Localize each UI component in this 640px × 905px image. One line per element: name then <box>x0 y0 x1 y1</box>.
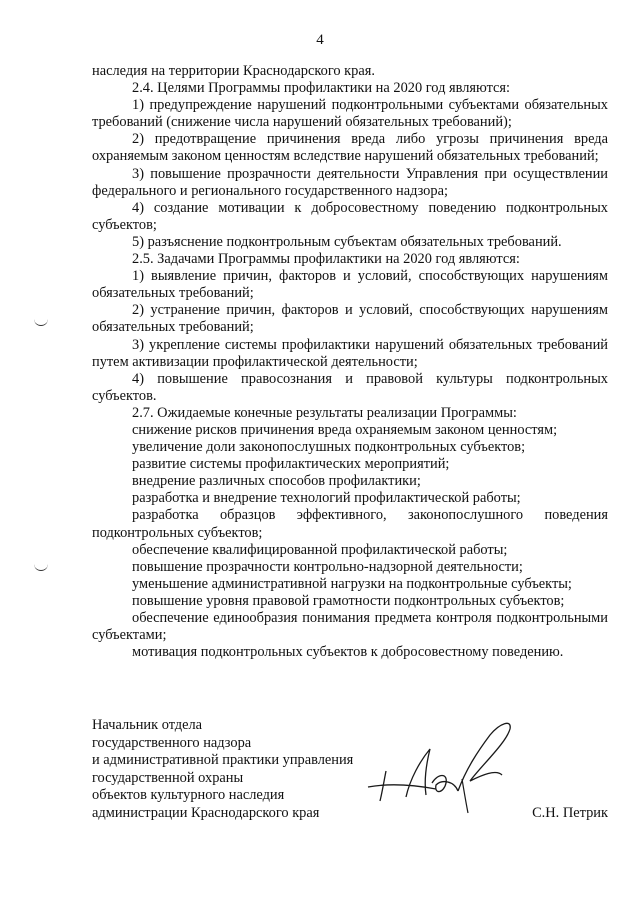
signer-title-line: государственной охраны <box>92 769 244 786</box>
paragraph: внедрение различных способов профилактики; <box>132 473 421 490</box>
paragraph: 4) создание мотивации к добросовестному поведению подконтрольных субъектов; <box>92 199 608 233</box>
paragraph: 2.5. Задачами Программы профилактики на 2020 год являются: <box>132 251 520 268</box>
paragraph: 2) предотвращение причинения вреда либо угрозы причинения вреда охраняемым законом ценностям вследствие нарушений обязательных требований; <box>92 131 608 165</box>
paragraph: повышение уровня правовой грамотности подконтрольных субъектов; <box>132 592 565 609</box>
punch-hole-mark <box>34 318 48 326</box>
signature-block <box>92 717 608 827</box>
paragraph: 2) устранение причин, факторов и условий, способствующих нарушениям обязательных требований; <box>92 302 608 336</box>
paragraph: обеспечение квалифицированной профилактической работы; <box>132 541 508 558</box>
paragraph: 5) разъяснение подконтрольным субъектам обязательных требований. <box>132 233 562 250</box>
paragraph: разработка образцов эффективного, законопослушного поведения подконтрольных субъектов; <box>92 507 608 541</box>
signer-title-line: объектов культурного наследия <box>92 787 285 804</box>
paragraph: обеспечение единообразия понимания предмета контроля подконтрольными субъектами; <box>92 610 608 644</box>
paragraph: увеличение доли законопослушных подконтрольных субъектов; <box>132 439 526 456</box>
paragraph: разработка и внедрение технологий профилактической работы; <box>132 490 521 507</box>
signer-name: С.Н. Петрик <box>532 805 608 821</box>
signer-title-line: администрации Краснодарского края <box>92 804 320 821</box>
paragraph: 4) повышение правосознания и правовой культуры подконтрольных субъектов. <box>92 370 608 404</box>
handwritten-signature <box>362 709 527 817</box>
paragraph: 3) укрепление системы профилактики нарушений обязательных требований путем активизации профилактической деятельности; <box>92 336 608 370</box>
paragraph: 1) предупреждение нарушений подконтрольными субъектами обязательных требований (снижение числа нарушений обязательных требований); <box>92 97 608 131</box>
paragraph: наследия на территории Краснодарского края. <box>92 63 375 79</box>
paragraph: развитие системы профилактических мероприятий; <box>132 456 450 473</box>
page-number: 4 <box>316 32 324 48</box>
paragraph: 3) повышение прозрачности деятельности Управления при осуществлении федерального и регионального государственного надзора; <box>92 165 608 199</box>
paragraph: мотивация подконтрольных субъектов к добросовестному поведению. <box>132 644 564 661</box>
punch-hole-mark <box>34 563 48 571</box>
document-body <box>92 63 608 661</box>
signer-title <box>92 717 608 823</box>
signer-title-line: государственного надзора <box>92 734 252 751</box>
paragraph: снижение рисков причинения вреда охраняемым законом ценностям; <box>132 421 558 438</box>
paragraph: 2.4. Целями Программы профилактики на 2020 год являются: <box>132 80 511 97</box>
signer-title-line: и административной практики управления <box>92 752 354 769</box>
paragraph: уменьшение административной нагрузки на подконтрольные субъекты; <box>132 575 572 592</box>
paragraph: 2.7. Ожидаемые конечные результаты реализации Программы: <box>132 404 517 421</box>
paragraph: 1) выявление причин, факторов и условий, способствующих нарушениям обязательных требований; <box>92 268 608 302</box>
paragraph: повышение прозрачности контрольно-надзорной деятельности; <box>132 558 523 575</box>
signer-title-line: Начальник отдела <box>92 717 203 733</box>
